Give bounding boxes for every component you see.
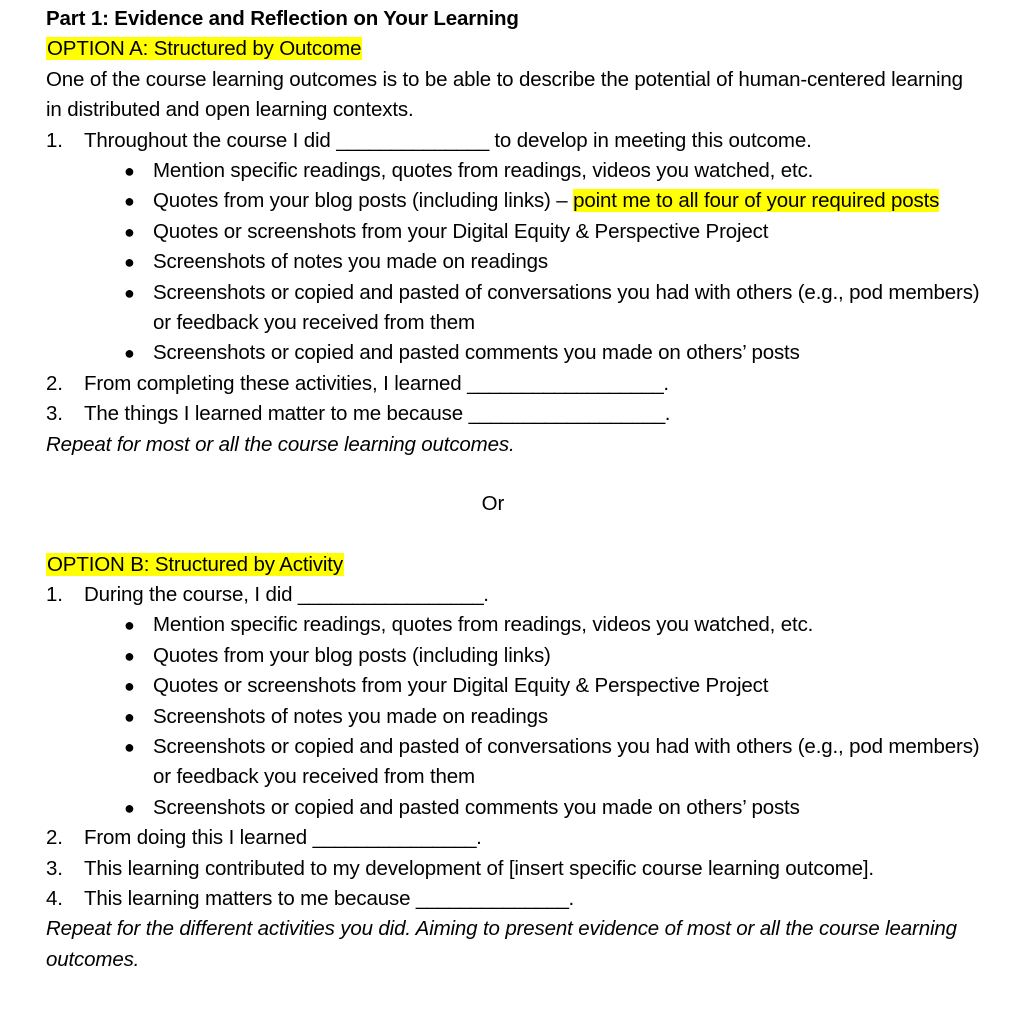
bullet-text: Quotes from your blog posts (including links) – xyxy=(153,189,574,213)
option-a-list-part2 xyxy=(46,369,980,430)
bullet-text: Mention specific readings, quotes from readings, videos you watched, etc. xyxy=(153,159,814,183)
list-item xyxy=(124,338,980,368)
option-a-intro: One of the course learning outcomes is to be able to describe the potential of human-centered learning in distributed and open learning contexts. xyxy=(46,67,963,122)
list-item-text-before: From completing these activities, I learned xyxy=(84,371,468,395)
option-a-repeat-note: Repeat for most or all the course learning outcomes. xyxy=(46,432,515,456)
list-item xyxy=(124,610,980,640)
list-item-text-before: During the course, I did xyxy=(84,582,298,606)
list-item xyxy=(124,247,980,277)
list-item-text-before: The things I learned matter to me because xyxy=(84,402,469,426)
list-item xyxy=(124,156,980,186)
bullet-text: Screenshots or copied and pasted of conversations you had with others (e.g., pod members) or feedback you received from them xyxy=(153,734,980,789)
option-b-list-part1 xyxy=(46,580,980,610)
list-marker: 3. xyxy=(46,402,63,426)
option-a-heading-highlight: OPTION A: Structured by Outcome xyxy=(47,37,362,61)
list-item xyxy=(124,217,980,247)
fill-in-blank: ______________ xyxy=(415,886,569,910)
bullet-text: Quotes or screenshots from your Digital Equity & Perspective Project xyxy=(153,674,769,698)
fill-in-blank: _________________ xyxy=(297,582,484,606)
bullet-icon: ● xyxy=(124,221,135,242)
option-b-heading xyxy=(46,550,980,580)
list-marker: 4. xyxy=(46,886,63,910)
list-item-text-before: Throughout the course I did xyxy=(84,128,337,152)
list-item-text-before: This learning contributed to my development of [insert specific course learning outcome]. xyxy=(84,856,874,880)
bullet-icon: ● xyxy=(124,676,135,697)
list-marker: 1. xyxy=(46,128,63,152)
list-item-text-before: From doing this I learned xyxy=(84,826,313,850)
list-item-text-after: . xyxy=(568,886,575,910)
list-item-text-before: This learning matters to me because xyxy=(84,886,416,910)
list-marker: 2. xyxy=(46,371,63,395)
option-a-list-part1 xyxy=(46,126,980,156)
bullet-text-highlight: point me to all four of your required posts xyxy=(573,189,940,213)
list-item xyxy=(46,884,980,914)
bullet-icon: ● xyxy=(124,797,135,818)
bullet-icon: ● xyxy=(124,736,135,757)
bullet-text: Quotes or screenshots from your Digital Equity & Perspective Project xyxy=(153,219,769,243)
list-item xyxy=(124,641,980,671)
list-item xyxy=(46,369,980,399)
list-marker: 2. xyxy=(46,826,63,850)
list-item xyxy=(124,702,980,732)
option-b-list-part2 xyxy=(46,823,980,914)
bullet-icon: ● xyxy=(124,706,135,727)
fill-in-blank: __________________ xyxy=(468,402,665,426)
bullet-text: Screenshots or copied and pasted comments you made on others’ posts xyxy=(153,341,800,365)
option-a-bullets xyxy=(46,156,980,369)
fill-in-blank: ______________ xyxy=(336,128,489,152)
bullet-icon: ● xyxy=(124,645,135,666)
list-item xyxy=(46,823,980,853)
page-title: Part 1: Evidence and Reflection on Your Learning xyxy=(46,7,519,30)
bullet-icon: ● xyxy=(124,343,135,364)
list-item-text-after: . xyxy=(664,402,671,426)
list-marker: 1. xyxy=(46,582,63,606)
bullet-text: Quotes from your blog posts (including links) xyxy=(153,643,551,667)
bullet-icon: ● xyxy=(124,252,135,273)
list-item xyxy=(124,732,980,793)
spacer xyxy=(46,520,980,550)
bullet-text: Screenshots or copied and pasted of conversations you had with others (e.g., pod members) or feedback you received from them xyxy=(153,280,980,335)
bullet-icon: ● xyxy=(124,191,135,212)
list-item xyxy=(46,126,980,156)
option-b-heading-highlight: OPTION B: Structured by Activity xyxy=(47,552,343,576)
bullet-text: Screenshots or copied and pasted comments you made on others’ posts xyxy=(153,795,800,819)
list-item xyxy=(124,671,980,701)
option-b-bullets xyxy=(46,610,980,823)
list-item xyxy=(46,580,980,610)
list-item xyxy=(124,278,980,339)
list-item xyxy=(46,854,980,884)
fill-in-blank: _______________ xyxy=(312,826,477,850)
list-item-text-after: . xyxy=(483,582,489,606)
option-b-repeat-note: Repeat for the different activities you did. Aiming to present evidence of most or all the course learning outcomes. xyxy=(46,917,957,971)
list-item-text-after: to develop in meeting this outcome. xyxy=(488,128,812,152)
bullet-text: Screenshots of notes you made on readings xyxy=(153,704,548,728)
bullet-text: Screenshots of notes you made on readings xyxy=(153,250,548,274)
bullet-icon: ● xyxy=(124,282,135,303)
option-separator: Or xyxy=(481,492,505,516)
bullet-icon: ● xyxy=(124,161,135,182)
list-item-text-after: . xyxy=(663,371,669,395)
spacer xyxy=(46,460,980,489)
bullet-icon: ● xyxy=(124,615,135,636)
list-item-text-after: . xyxy=(476,826,482,850)
list-marker: 3. xyxy=(46,856,63,880)
list-item xyxy=(124,793,980,823)
fill-in-blank: __________________ xyxy=(467,371,664,395)
list-item xyxy=(124,186,980,216)
list-item xyxy=(46,399,980,429)
option-a-heading xyxy=(46,34,980,64)
bullet-text: Mention specific readings, quotes from readings, videos you watched, etc. xyxy=(153,613,814,637)
